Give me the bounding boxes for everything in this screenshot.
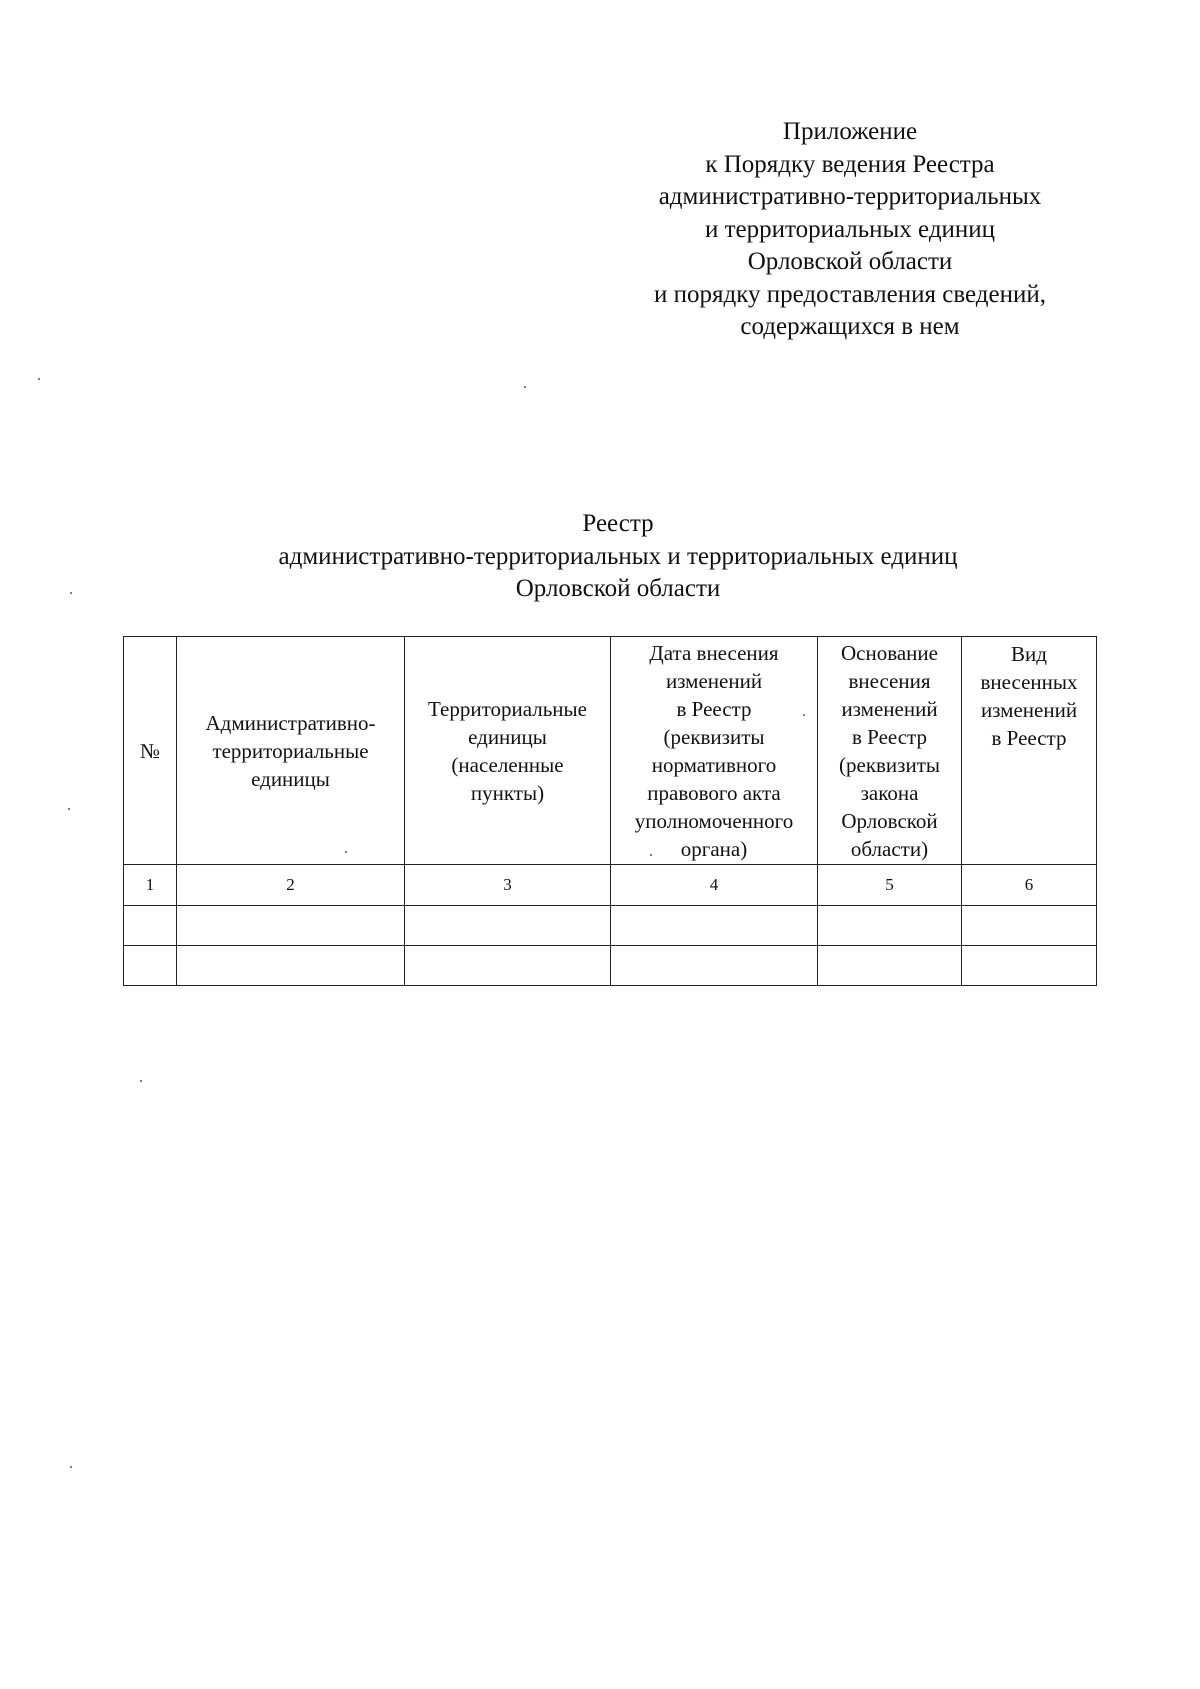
table-cell	[818, 906, 962, 946]
header-change-basis	[818, 637, 962, 865]
appendix-line: содержащихся в нем	[740, 313, 960, 340]
header-line: правового акта	[647, 780, 781, 805]
header-line: уполномоченного	[634, 808, 794, 833]
scan-speck	[650, 854, 652, 856]
header-line: изменений	[980, 698, 1078, 722]
header-line: внесенных	[980, 670, 1078, 694]
header-change-date	[611, 637, 818, 865]
header-line: Основание	[841, 640, 938, 665]
header-line: органа)	[680, 836, 748, 861]
header-line: закона	[860, 780, 919, 805]
table-cell	[405, 906, 611, 946]
header-line: единицы	[468, 724, 547, 749]
appendix-line: к Порядку ведения Реестра	[705, 150, 995, 178]
registry-title-line: Реестр	[582, 510, 654, 537]
table-cell	[405, 946, 611, 986]
scan-speck	[68, 808, 70, 810]
header-line: изменений	[841, 696, 938, 721]
header-line: пункты)	[470, 780, 545, 805]
appendix-line: и территориальных единиц	[704, 215, 996, 243]
header-line: территориальные	[212, 738, 369, 763]
column-number: 4	[611, 865, 818, 906]
appendix-line: и порядку предоставления сведений,	[654, 280, 1046, 308]
header-line: Территориальные	[428, 696, 587, 721]
registry-table	[123, 636, 1097, 986]
scan-speck	[140, 1080, 142, 1082]
appendix-line: административно-территориальных	[658, 183, 1042, 210]
registry-title-line: административно-территориальных и территориальных единиц	[278, 542, 958, 570]
table-header-row	[124, 637, 1097, 865]
table-cell	[818, 946, 962, 986]
registry-title	[0, 508, 1200, 606]
column-number: 2	[177, 865, 405, 906]
table-row	[124, 906, 1097, 946]
table-cell	[611, 906, 818, 946]
scan-speck	[70, 1466, 72, 1468]
table-cell	[124, 906, 177, 946]
header-number	[124, 637, 177, 865]
header-line: нормативного	[651, 752, 777, 777]
scan-speck	[345, 851, 347, 853]
header-change-type	[962, 637, 1097, 865]
header-line: Административно-	[205, 710, 376, 735]
table-cell	[611, 946, 818, 986]
header-line: Орловской	[841, 808, 938, 833]
appendix-line: Приложение	[782, 118, 918, 145]
header-line: №	[139, 738, 161, 763]
scan-speck	[524, 386, 526, 388]
header-line: изменений	[665, 668, 763, 693]
column-number: 5	[818, 865, 962, 906]
table-row	[124, 946, 1097, 986]
scan-speck	[70, 592, 72, 594]
header-line: (реквизиты	[839, 752, 940, 777]
table-cell	[177, 946, 405, 986]
header-line: Дата внесения	[649, 640, 779, 665]
header-line: внесения	[848, 668, 931, 693]
column-number: 1	[124, 865, 177, 906]
header-territorial-units	[405, 637, 611, 865]
header-line: единицы	[251, 766, 330, 791]
appendix-caption	[600, 116, 1100, 344]
column-number: 3	[405, 865, 611, 906]
header-line: области)	[850, 836, 929, 861]
header-line: (реквизиты	[663, 724, 765, 749]
table-cell	[177, 906, 405, 946]
scan-speck	[38, 378, 40, 380]
column-number: 6	[962, 865, 1097, 906]
header-line: в Реестр	[991, 726, 1067, 750]
table-cell	[124, 946, 177, 986]
column-number-row	[124, 865, 1097, 906]
header-line: в Реестр	[676, 696, 752, 721]
header-line: (населенные	[451, 752, 564, 777]
registry-title-line: Орловской области	[515, 575, 721, 602]
header-administrative-units	[177, 637, 405, 865]
scan-speck	[803, 714, 805, 716]
appendix-line: Орловской области	[747, 248, 953, 275]
table-cell	[962, 946, 1097, 986]
header-line: в Реестр	[852, 724, 927, 749]
header-line: Вид	[1011, 642, 1047, 666]
table-cell	[962, 906, 1097, 946]
